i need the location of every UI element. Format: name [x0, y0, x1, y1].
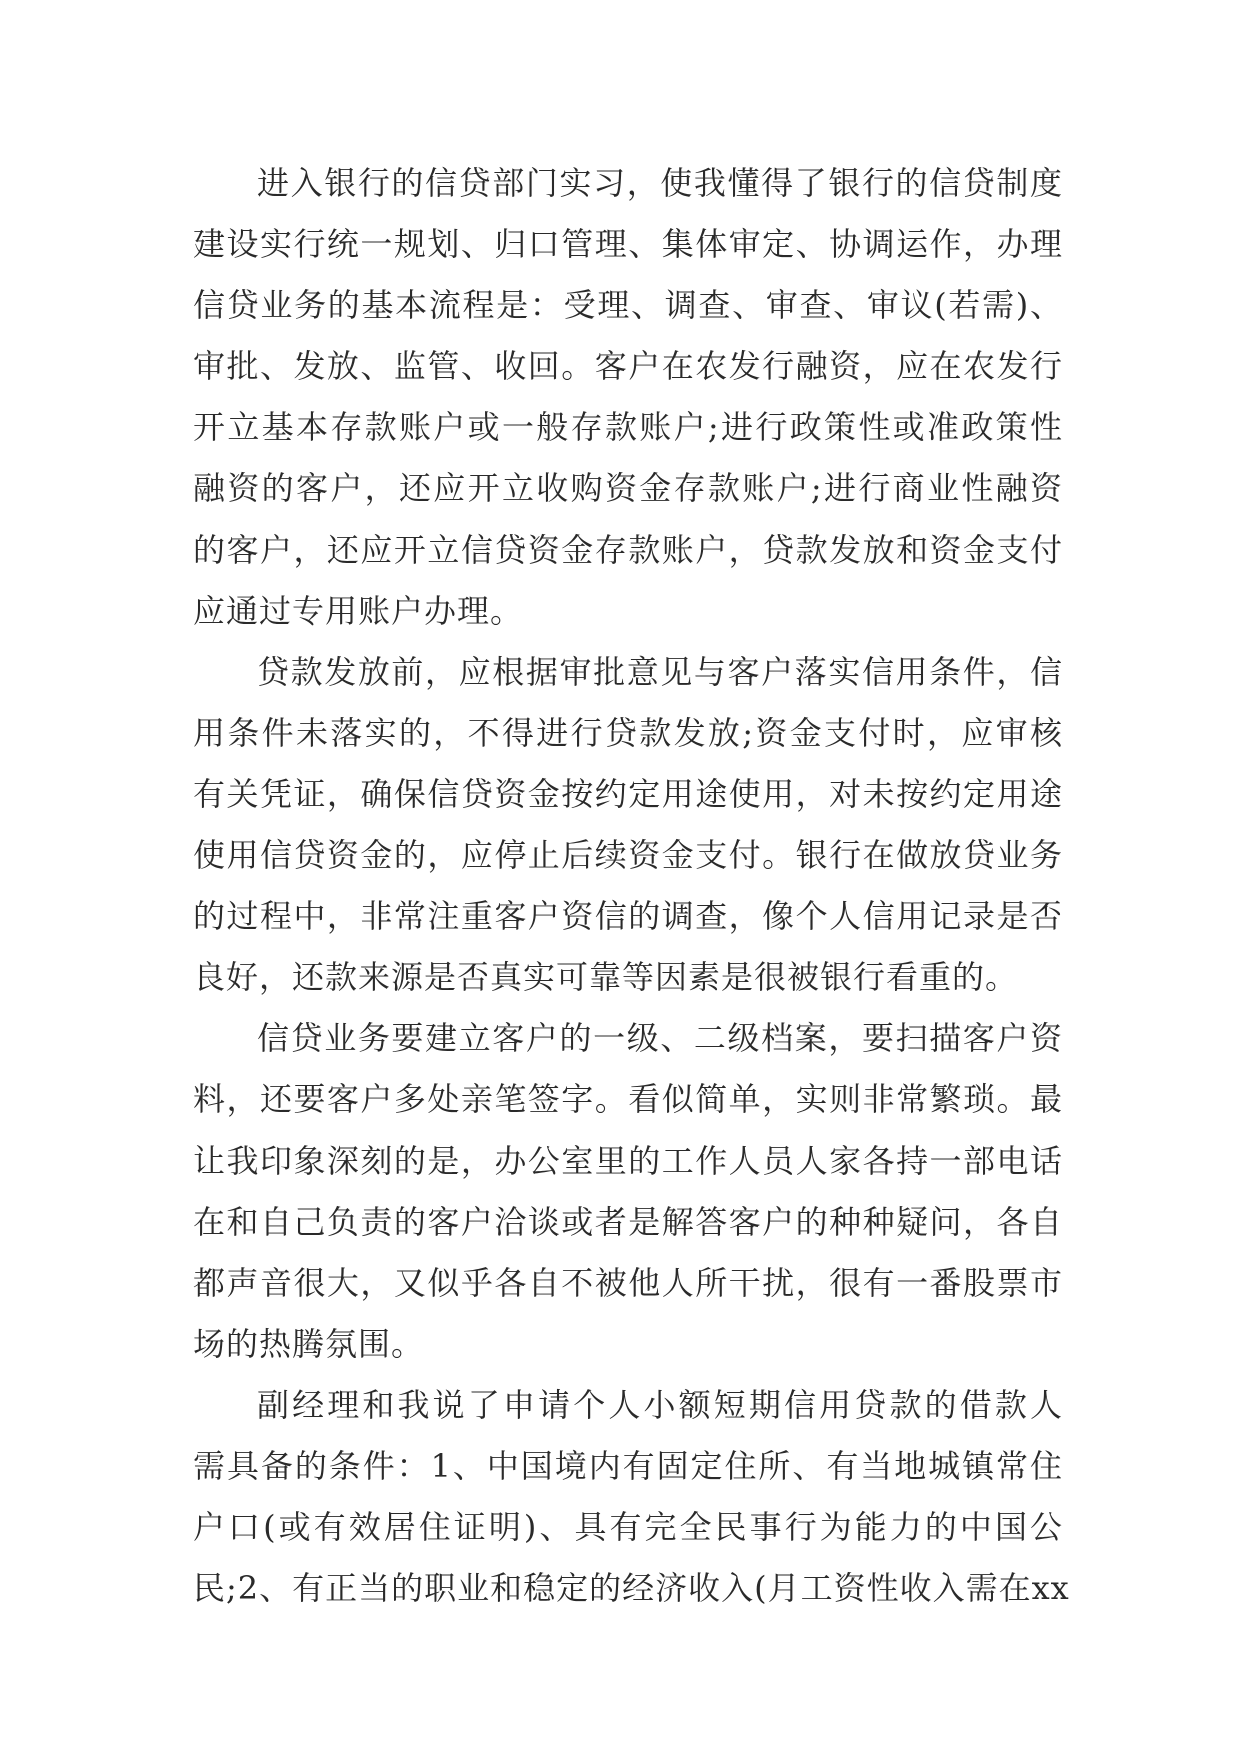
paragraph-2-line-6: 良好，还款来源是否真实可靠等因素是很被银行看重的。 [193, 958, 1019, 997]
paragraph-3-line-4: 在和自己负责的客户洽谈或者是解答客户的种种疑问，各自 [193, 1202, 1063, 1241]
paragraph-1-line-3: 信贷业务的基本流程是：受理、调查、审查、审议(若需)、 [193, 286, 1063, 325]
paragraph-4-line-3: 户口(或有效居住证明)、具有完全民事行为能力的中国公 [193, 1508, 1063, 1547]
paragraph-1-line-4: 审批、发放、监管、收回。客户在农发行融资，应在农发行 [193, 347, 1063, 386]
paragraph-3-line-1: 信贷业务要建立客户的一级、二级档案，要扫描客户资 [257, 1019, 1063, 1058]
paragraph-3-line-3: 让我印象深刻的是，办公室里的工作人员人家各持一部电话 [193, 1141, 1063, 1180]
paragraph-1-line-2: 建设实行统一规划、归口管理、集体审定、协调运作，办理 [193, 225, 1063, 264]
paragraph-1-line-6: 融资的客户，还应开立收购资金存款账户;进行商业性融资 [193, 469, 1063, 508]
paragraph-4-line-4: 民;2、有正当的职业和稳定的经济收入(月工资性收入需在xx [193, 1569, 1070, 1608]
paragraph-2-line-3: 有关凭证，确保信贷资金按约定用途使用，对未按约定用途 [193, 774, 1063, 813]
paragraph-2-line-5: 的过程中，非常注重客户资信的调查，像个人信用记录是否 [193, 897, 1063, 936]
paragraph-4-line-1: 副经理和我说了申请个人小额短期信用贷款的借款人 [257, 1385, 1063, 1424]
paragraph-1-line-8: 应通过专用账户办理。 [193, 591, 524, 630]
paragraph-3-line-2: 料，还要客户多处亲笔签字。看似简单，实则非常繁琐。最 [193, 1080, 1063, 1119]
paragraph-1-line-7: 的客户，还应开立信贷资金存款账户，贷款发放和资金支付 [193, 530, 1063, 569]
body-text [193, 153, 1070, 1619]
paragraph-2-line-2: 用条件未落实的，不得进行贷款发放;资金支付时，应审核 [193, 713, 1063, 752]
paragraph-3-line-6: 场的热腾氛围。 [193, 1324, 425, 1363]
paragraph-1-line-5: 开立基本存款账户或一般存款账户;进行政策性或准政策性 [193, 408, 1063, 447]
paragraph-4-line-2: 需具备的条件：1、中国境内有固定住所、有当地城镇常住 [193, 1446, 1063, 1485]
paragraph-2-line-4: 使用信贷资金的，应停止后续资金支付。银行在做放贷业务 [193, 836, 1063, 875]
paragraph-2-line-1: 贷款发放前，应根据审批意见与客户落实信用条件，信 [257, 652, 1063, 691]
paragraph-3-line-5: 都声音很大，又似乎各自不被他人所干扰，很有一番股票市 [193, 1263, 1063, 1302]
paragraph-1-line-1: 进入银行的信贷部门实习，使我懂得了银行的信贷制度 [257, 164, 1063, 202]
